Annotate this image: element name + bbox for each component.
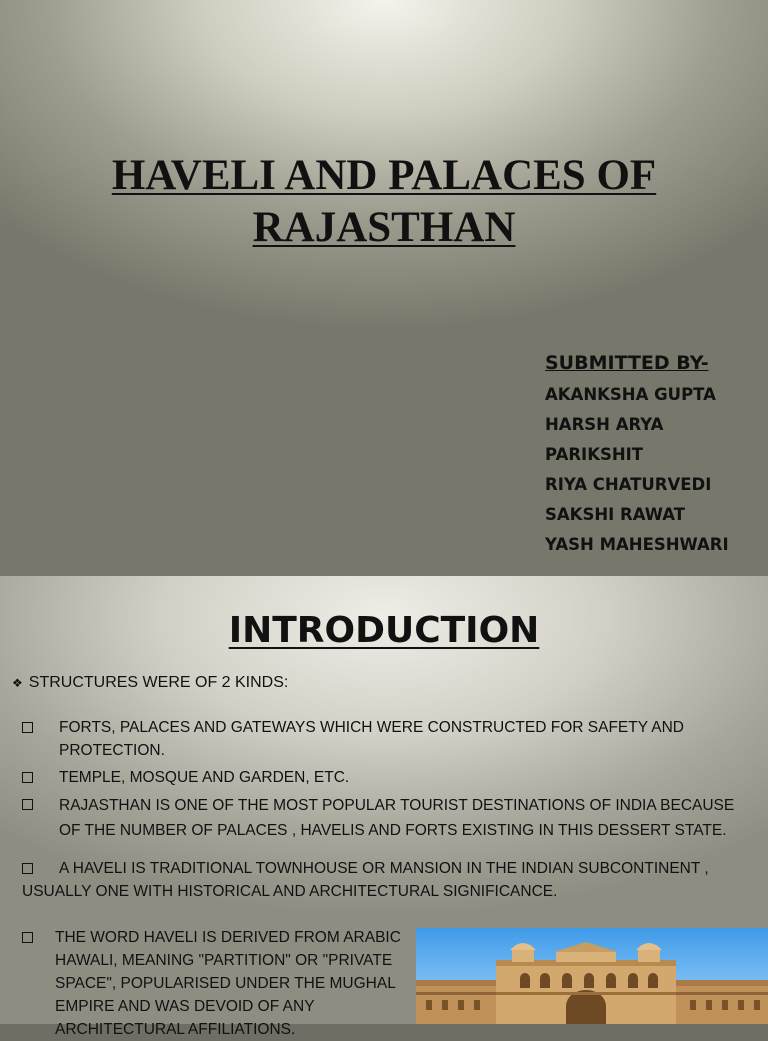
presentation-title — [0, 150, 768, 254]
list-item — [22, 857, 752, 903]
list-item — [22, 766, 692, 789]
list-item-text: RAJASTHAN IS ONE OF THE MOST POPULAR TOURIST DESTINATIONS OF INDIA BECAUSE OF THE NUMBER OF PALACES , HAVELIS AND FORTS EXISTING IN THIS DESSERT STATE. — [59, 797, 735, 839]
list-item — [22, 793, 742, 843]
list-item-text: THE WORD HAVELI IS DERIVED FROM ARABIC HAWALI, MEANING "PARTITION" OR "PRIVATE SPACE", POPULARISED UNDER THE MUGHAL EMPIRE AND WAS DEVOID OF ANY ARCHITECTURAL AFFILIATIONS. — [55, 929, 401, 1038]
diamond-bullet-icon: ❖ — [12, 676, 23, 690]
list-item — [22, 926, 414, 1041]
list-item-text: A HAVELI IS TRADITIONAL TOWNHOUSE OR MANSION IN THE INDIAN SUBCONTINENT , USUALLY ONE WITH HISTORICAL AND ARCHITECTURAL SIGNIFICANCE. — [22, 860, 709, 900]
palace-photo — [416, 928, 768, 1024]
title-line-2: RAJASTHAN — [252, 204, 516, 251]
checkbox-bullet-icon — [22, 932, 33, 943]
member-name: SAKSHI RAWAT — [545, 505, 685, 524]
main-bullet-text: STRUCTURES WERE OF 2 KINDS: — [28, 674, 289, 691]
member-name: YASH MAHESHWARI — [545, 535, 729, 554]
member-name: AKANKSHA GUPTA — [545, 385, 716, 404]
introduction-title: INTRODUCTION — [228, 610, 540, 651]
list-item — [22, 716, 692, 762]
submitted-by-block — [545, 352, 729, 560]
submitted-by-heading: SUBMITTED BY- — [545, 352, 709, 374]
list-item-text: FORTS, PALACES AND GATEWAYS WHICH WERE CONSTRUCTED FOR SAFETY AND PROTECTION. — [59, 719, 684, 759]
introduction-slide — [0, 576, 768, 1038]
member-name: PARIKSHIT — [545, 445, 644, 464]
member-name: HARSH ARYA — [545, 415, 664, 434]
checkbox-bullet-icon — [22, 722, 33, 733]
palace-image — [416, 928, 768, 1024]
list-item-text: TEMPLE, MOSQUE AND GARDEN, ETC. — [59, 769, 350, 786]
checkbox-bullet-icon — [22, 799, 33, 810]
checkbox-bullet-icon — [22, 863, 33, 874]
checkbox-bullet-icon — [22, 772, 33, 783]
title-line-1: HAVELI AND PALACES OF — [111, 152, 657, 199]
main-bullet — [12, 674, 288, 692]
member-name: RIYA CHATURVEDI — [545, 475, 712, 494]
